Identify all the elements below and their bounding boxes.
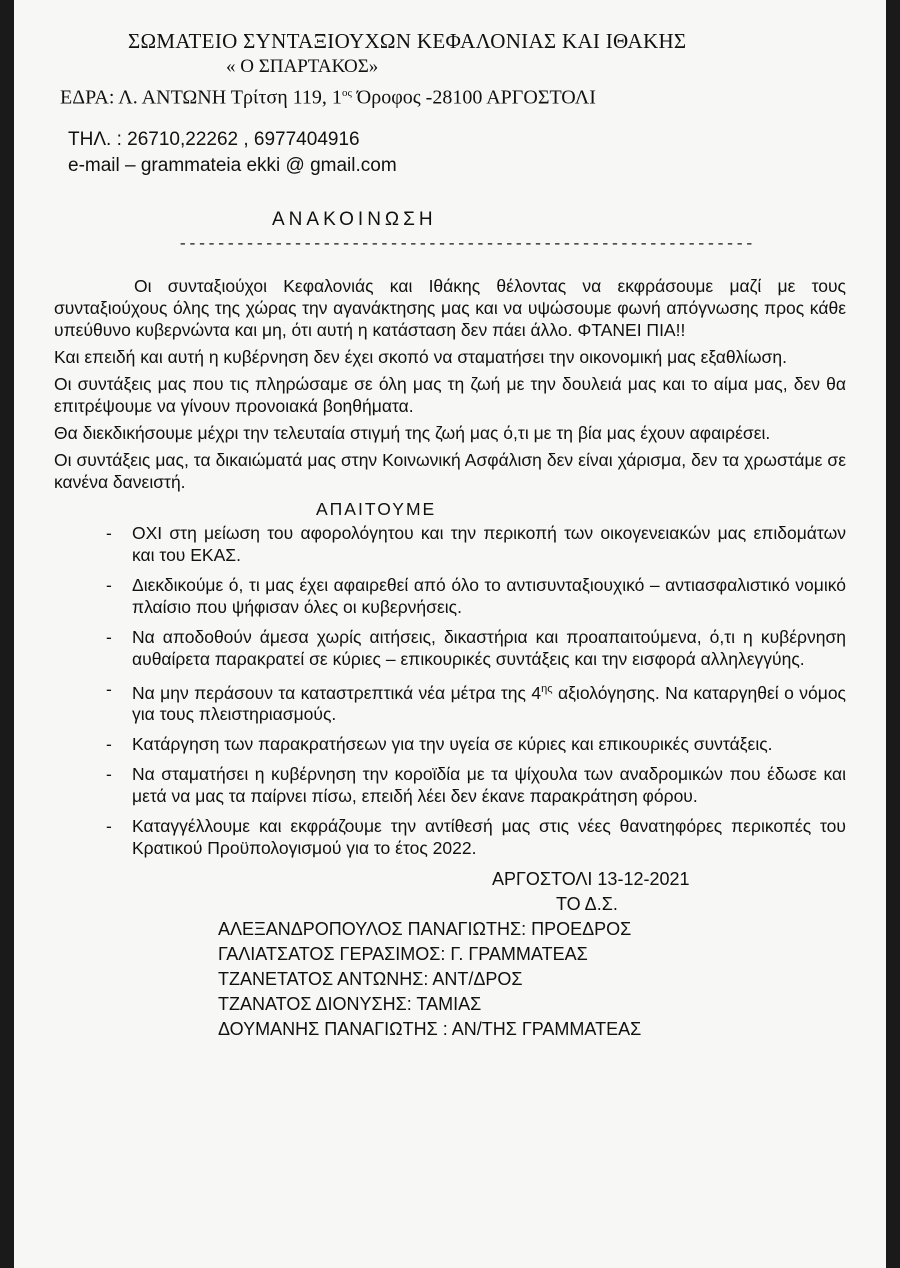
- board-member: ΔΟΥΜΑΝΗΣ ΠΑΝΑΓΙΩΤΗΣ : ΑΝ/ΤΗΣ ΓΡΑΜΜΑΤΕΑΣ: [218, 1019, 642, 1040]
- union-nickname: « Ο ΣΠΑΡΤΑΚΟΣ»: [226, 56, 379, 77]
- board-member: ΤΖΑΝΑΤΟΣ ΔΙΟΝΥΣΗΣ: ΤΑΜΙΑΣ: [218, 994, 482, 1015]
- demand-item: [54, 763, 846, 807]
- demand-text-rest: αξιολόγησης. Να καταργηθεί ο νόμος για τους πλειστηριασμούς.: [132, 682, 846, 725]
- paragraph: Οι συντάξεις μας που τις πληρώσαμε σε όλη μας τη ζωή με την δουλειά μας και το αίμα μας, δεν θα επιτρέψουμε να γίνουν προνοιακά βοηθήματα.: [54, 373, 846, 416]
- bullet-dash: -: [106, 522, 112, 543]
- bullet-dash: -: [106, 734, 112, 755]
- demand-text: Να μην περάσουν τα καταστρεπτικά νέα μέτρα της 4: [132, 682, 542, 703]
- paragraph: Θα διεκδικήσουμε μέχρι την τελευταία στιγμή της ζωή μας ό,τι με τη βία μας έχουν αφαιρέσει.: [54, 422, 771, 443]
- board-member: ΓΑΛΙΑΤΣΑΤΟΣ ΓΕΡΑΣΙΜΟΣ: Γ. ΓΡΑΜΜΑΤΕΑΣ: [218, 944, 588, 965]
- demand-ordinal-sup: ης: [541, 682, 553, 695]
- union-email: e-mail – grammateia ekki @ gmail.com: [68, 154, 397, 176]
- demand-text: Να αποδοθούν άμεσα χωρίς αιτήσεις, δικαστήρια και προαπαιτούμενα, ό,τι η κυβέρνηση αυθαίρετα παρακρατεί σε κύριες – επικουρικές συντάξεις και την εισφορά αλληλεγγύης.: [132, 626, 846, 669]
- bullet-dash: -: [106, 626, 112, 647]
- bullet-dash: -: [106, 764, 112, 785]
- demand-text: ΟΧΙ στη μείωση του αφορολόγητου και την περικοπή των οικογενειακών μας επιδομάτων και του ΕΚΑΣ.: [132, 522, 846, 565]
- bullet-dash: -: [106, 678, 112, 699]
- bullet-dash: -: [106, 574, 112, 595]
- board-member: ΤΖΑΝΕΤΑΤΟΣ ΑΝΤΩΝΗΣ: ΑΝΤ/ΔΡΟΣ: [218, 969, 523, 990]
- union-phone: ΤΗΛ. : 26710,22262 , 6977404916: [68, 128, 360, 150]
- place-date: ΑΡΓΟΣΤΟΛΙ 13-12-2021: [492, 869, 690, 890]
- paragraph: Και επειδή και αυτή η κυβέρνηση δεν έχει σκοπό να σταματήσει την οικονομική μας εξαθλίωση.: [54, 346, 787, 367]
- demands-heading: ΑΠΑΙΤΟΥΜΕ: [316, 498, 437, 519]
- demand-text: Να σταματήσει η κυβέρνηση την κοροϊδία με τα ψίχουλα των αναδρομικών που έδωσε και μετά να μας τα παίρνει πίσω, επειδή λέει δεν έκανε παρακράτηση φόρου.: [132, 764, 846, 807]
- title-underline: ------------------------------------------------------------: [178, 234, 755, 253]
- demand-item: [54, 626, 846, 670]
- demand-text: Διεκδικούμε ό, τι μας έχει αφαιρεθεί από όλο το αντισυνταξιουχικό – αντιασφαλιστικό νομικό πλαίσιο που ψήφισαν όλες οι κυβερνήσεις.: [132, 574, 846, 617]
- demand-text: Κατάργηση των παρακρατήσεων για την υγεία σε κύριες και επικουρικές συντάξεις.: [132, 734, 773, 755]
- signature-block: [54, 867, 846, 1042]
- address-floor-sup: ος: [341, 87, 352, 99]
- address-main: ΕΔΡΑ: Λ. ΑΝΤΩΝΗ Τρίτση 119, 1: [60, 86, 342, 109]
- demand-item: [54, 522, 846, 566]
- announcement-title: ΑΝΑΚΟΙΝΩΣΗ: [272, 208, 437, 230]
- demand-item: [54, 815, 846, 859]
- board-label: ΤΟ Δ.Σ.: [556, 894, 618, 915]
- union-address: [54, 80, 846, 111]
- demand-item: [54, 678, 846, 726]
- union-name: ΣΩΜΑΤΕΙΟ ΣΥΝΤΑΞΙΟΥΧΩΝ ΚΕΦΑΛΟΝΙΑΣ ΚΑΙ ΙΘΑΚΗΣ: [128, 29, 687, 53]
- demand-item: [54, 733, 846, 755]
- board-member: ΑΛΕΞΑΝΔΡΟΠΟΥΛΟΣ ΠΑΝΑΓΙΩΤΗΣ: ΠΡΟΕΔΡΟΣ: [218, 919, 632, 940]
- document-page: [14, 0, 886, 1268]
- demand-text: Καταγγέλλουμε και εκφράζουμε την αντίθεσή μας στις νέες θανατηφόρες περικοπές του Κρατικού Προϋπολογισμού για το έτος 2022.: [132, 816, 846, 859]
- paragraph: Οι συνταξιούχοι Κεφαλονιάς και Ιθάκης θέλοντας να εκφράσουμε μαζί με τους συνταξιούχους όλης της χώρας την αγανάκτησης μας και να υψώσουμε φωνή απόγνωσης προς κάθε υπεύθυνο κυβερνώντα και μη, ότι αυτή η κατάσταση δεν πάει άλλο. ΦΤΑΝΕΙ ΠΙΑ!!: [54, 275, 846, 340]
- demands-list: [54, 522, 846, 860]
- demand-item: [54, 574, 846, 618]
- address-rest: Όροφος -28100 ΑΡΓΟΣΤΟΛΙ: [351, 86, 596, 109]
- paragraph: Οι συντάξεις μας, τα δικαιώματά μας στην Κοινωνική Ασφάλιση δεν είναι χάρισμα, δεν τα χρωστάμε σε κανένα δανειστή.: [54, 449, 846, 492]
- announcement-body: [54, 275, 846, 860]
- bullet-dash: -: [106, 816, 112, 837]
